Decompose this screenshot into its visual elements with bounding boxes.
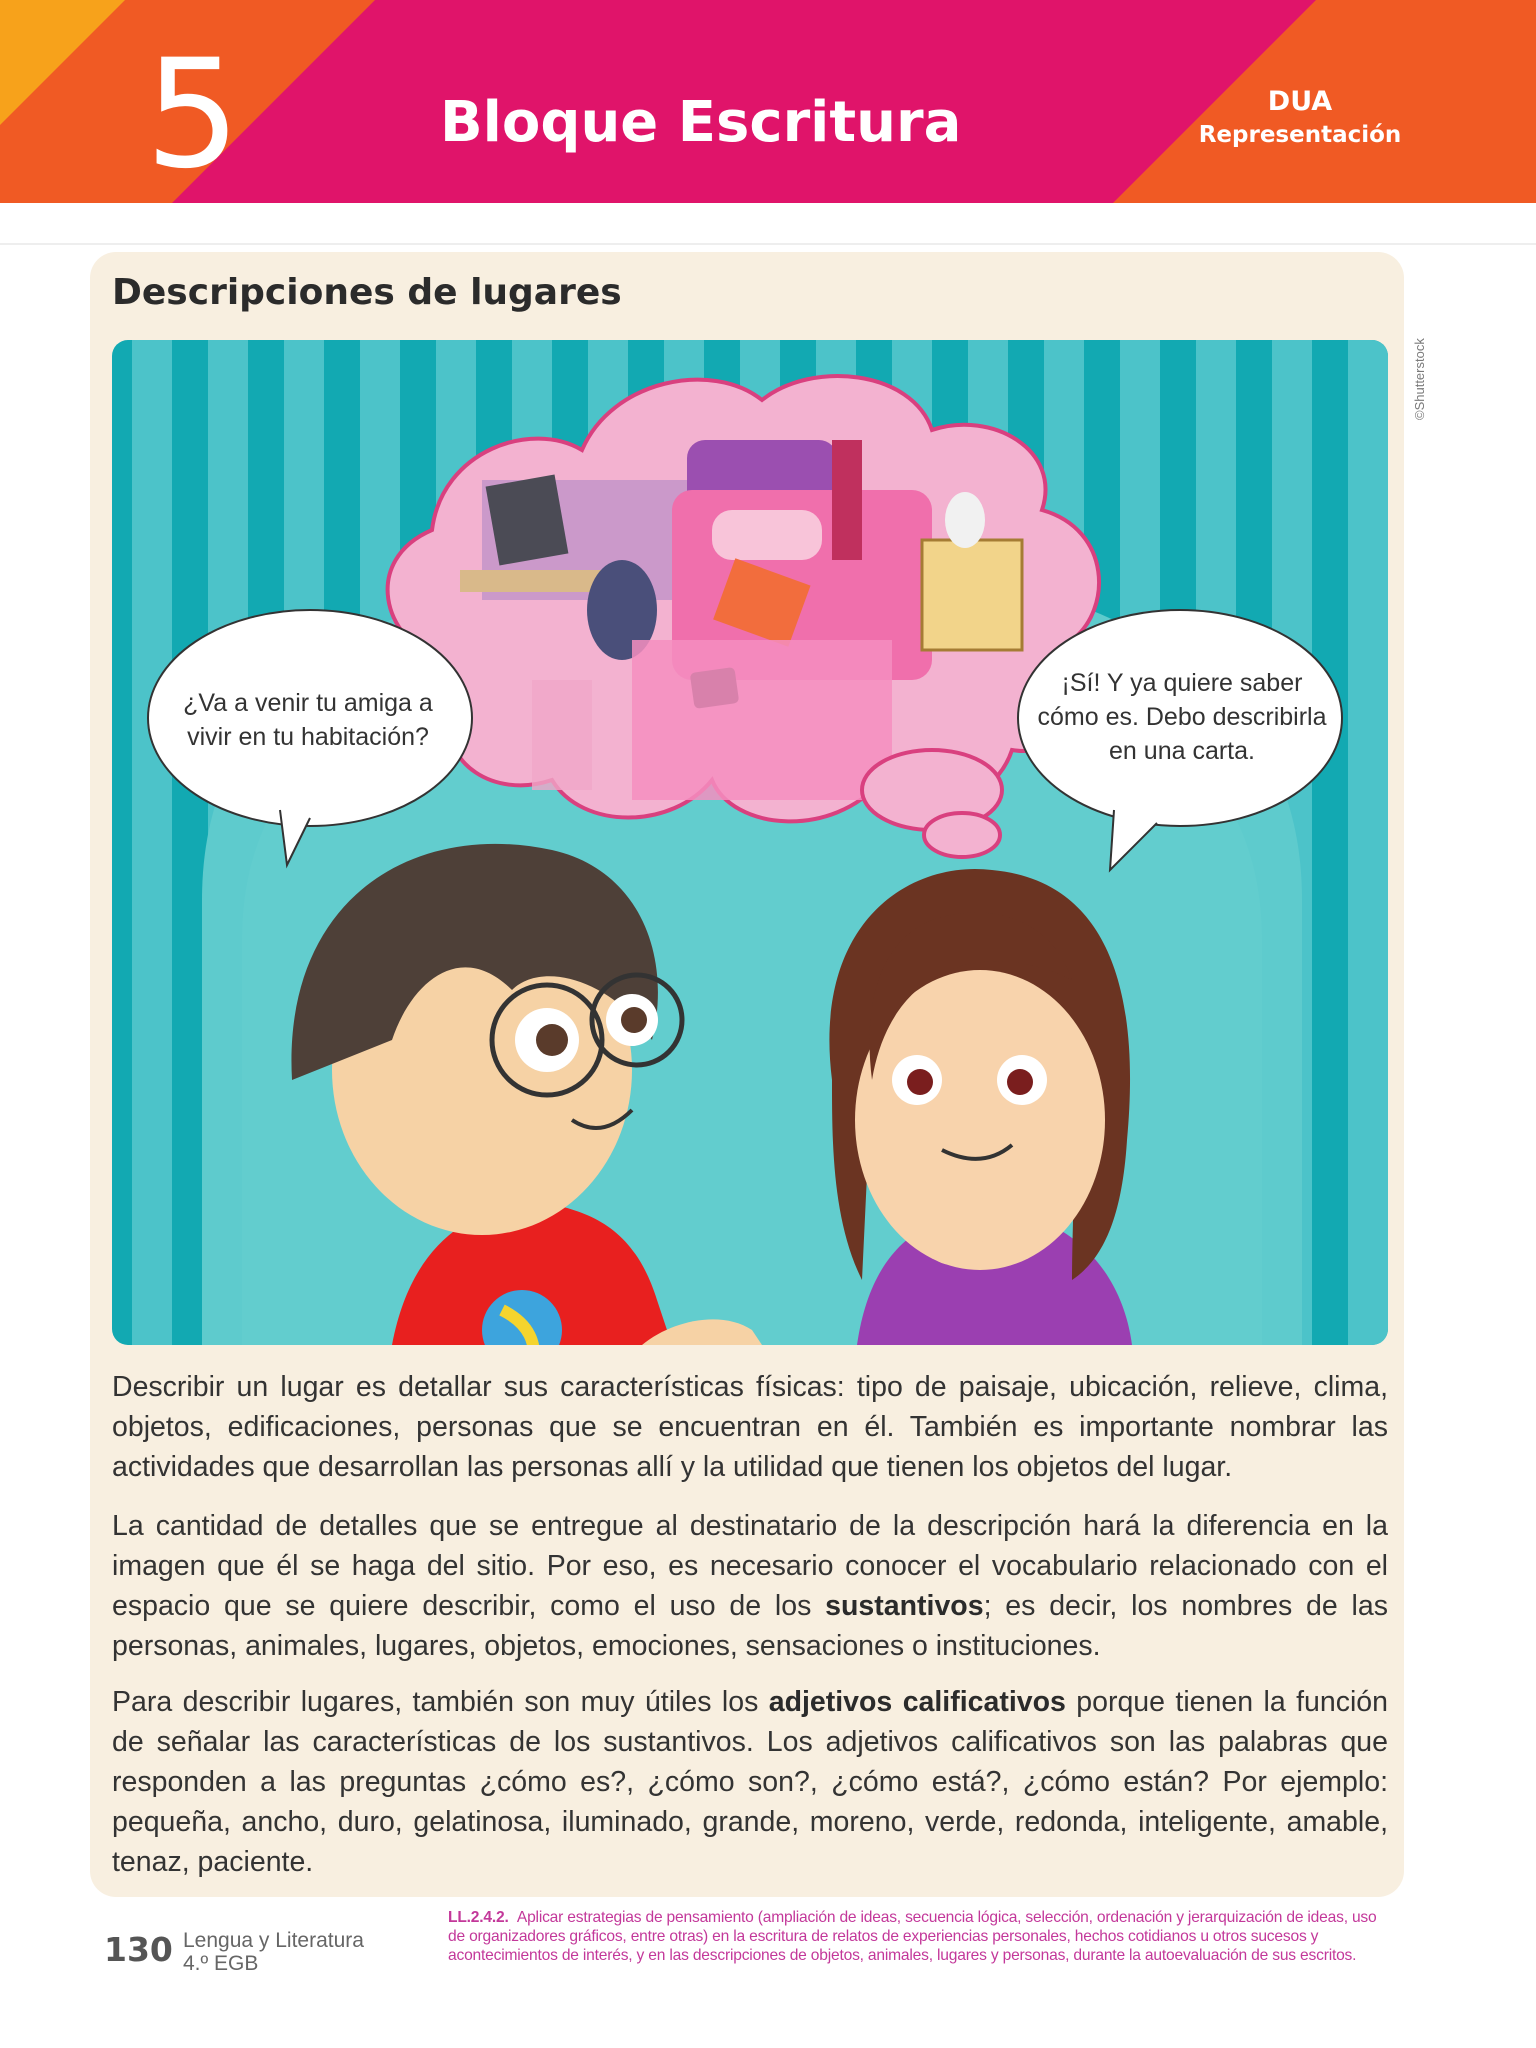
- paragraph-3-text-b: porque tienen la función de señalar las características de los sustantivos. Los adjetivos calificativos son las palabras que responden a las preguntas ¿cómo es?, ¿cómo son?, ¿cómo está?, ¿cómo están? Por ejemplo: pequeña, ancho, duro, gelatinosa, iluminado, grande, moreno, verde, redonda, inteligente, amable, tenaz, paciente.: [112, 1686, 1388, 1878]
- skill-text: Aplicar estrategias de pensamiento (ampliación de ideas, secuencia lógica, selección, ordenación y jerarquización de ideas, uso de organizadores gráficos, entre otras) en la escritura de relatos de experiencias personales, hechos cotidianos u otros sucesos y acontecimientos de interés, y en las descripciones de objetos, animales, lugares y personas, durante la autoevaluación de sus escritos.: [448, 1909, 1377, 1964]
- skill-code: LL.2.4.2.: [448, 1909, 509, 1926]
- paragraph-2: [112, 1506, 1388, 1666]
- keyword-sustantivos: sustantivos: [825, 1590, 984, 1622]
- grade-label: 4.º EGB: [183, 1952, 259, 1975]
- paragraph-2-text-b: ; es decir, los nombres de las personas, animales, lugares, objetos, emociones, sensaciones o instituciones.: [112, 1590, 1388, 1662]
- skill-criterion: [448, 1908, 1383, 1965]
- paragraph-1: Describir un lugar es detallar sus características físicas: tipo de paisaje, ubicación, relieve, clima, objetos, edificaciones, personas que se encuentran en él. También es importante nombrar las actividades que desarrollan las personas allí y la utilidad que tienen los objetos del lugar.: [112, 1371, 1388, 1483]
- speech-bubble-boy: ¿Va a venir tu amiga a vivir en tu habitación?: [183, 689, 433, 751]
- subject-label: [183, 1929, 364, 1975]
- image-credit: ©Shutterstock: [1412, 338, 1427, 420]
- header-divider: [0, 243, 1536, 245]
- unit-number: 5: [145, 28, 241, 202]
- block-title: Bloque Escritura: [440, 90, 962, 155]
- paragraph-3-text-a: Para describir lugares, también son muy útiles los: [112, 1686, 769, 1718]
- section-title: Descripciones de lugares: [112, 272, 622, 313]
- dua-subtitle: Representación: [1198, 122, 1402, 148]
- illustration: [112, 340, 1388, 1345]
- paragraph-3: [112, 1682, 1388, 1882]
- subject-name: Lengua y Literatura: [183, 1929, 364, 1952]
- paragraph-2-text-a: La cantidad de detalles que se entregue al destinatario de la descripción hará la diferencia en la imagen que él se haga del sitio. Por eso, es necesario conocer el vocabulario relacionado con el espacio que se quiere describir, como el uso de los: [112, 1510, 1388, 1622]
- keyword-adjetivos-calificativos: adjetivos calificativos: [768, 1686, 1066, 1718]
- dua-label: DUA: [1267, 86, 1333, 117]
- page-number: 130: [104, 1930, 173, 1969]
- speech-bubble-girl: ¡Sí! Y ya quiere saber cómo es. Debo describirla en una carta.: [1037, 669, 1327, 765]
